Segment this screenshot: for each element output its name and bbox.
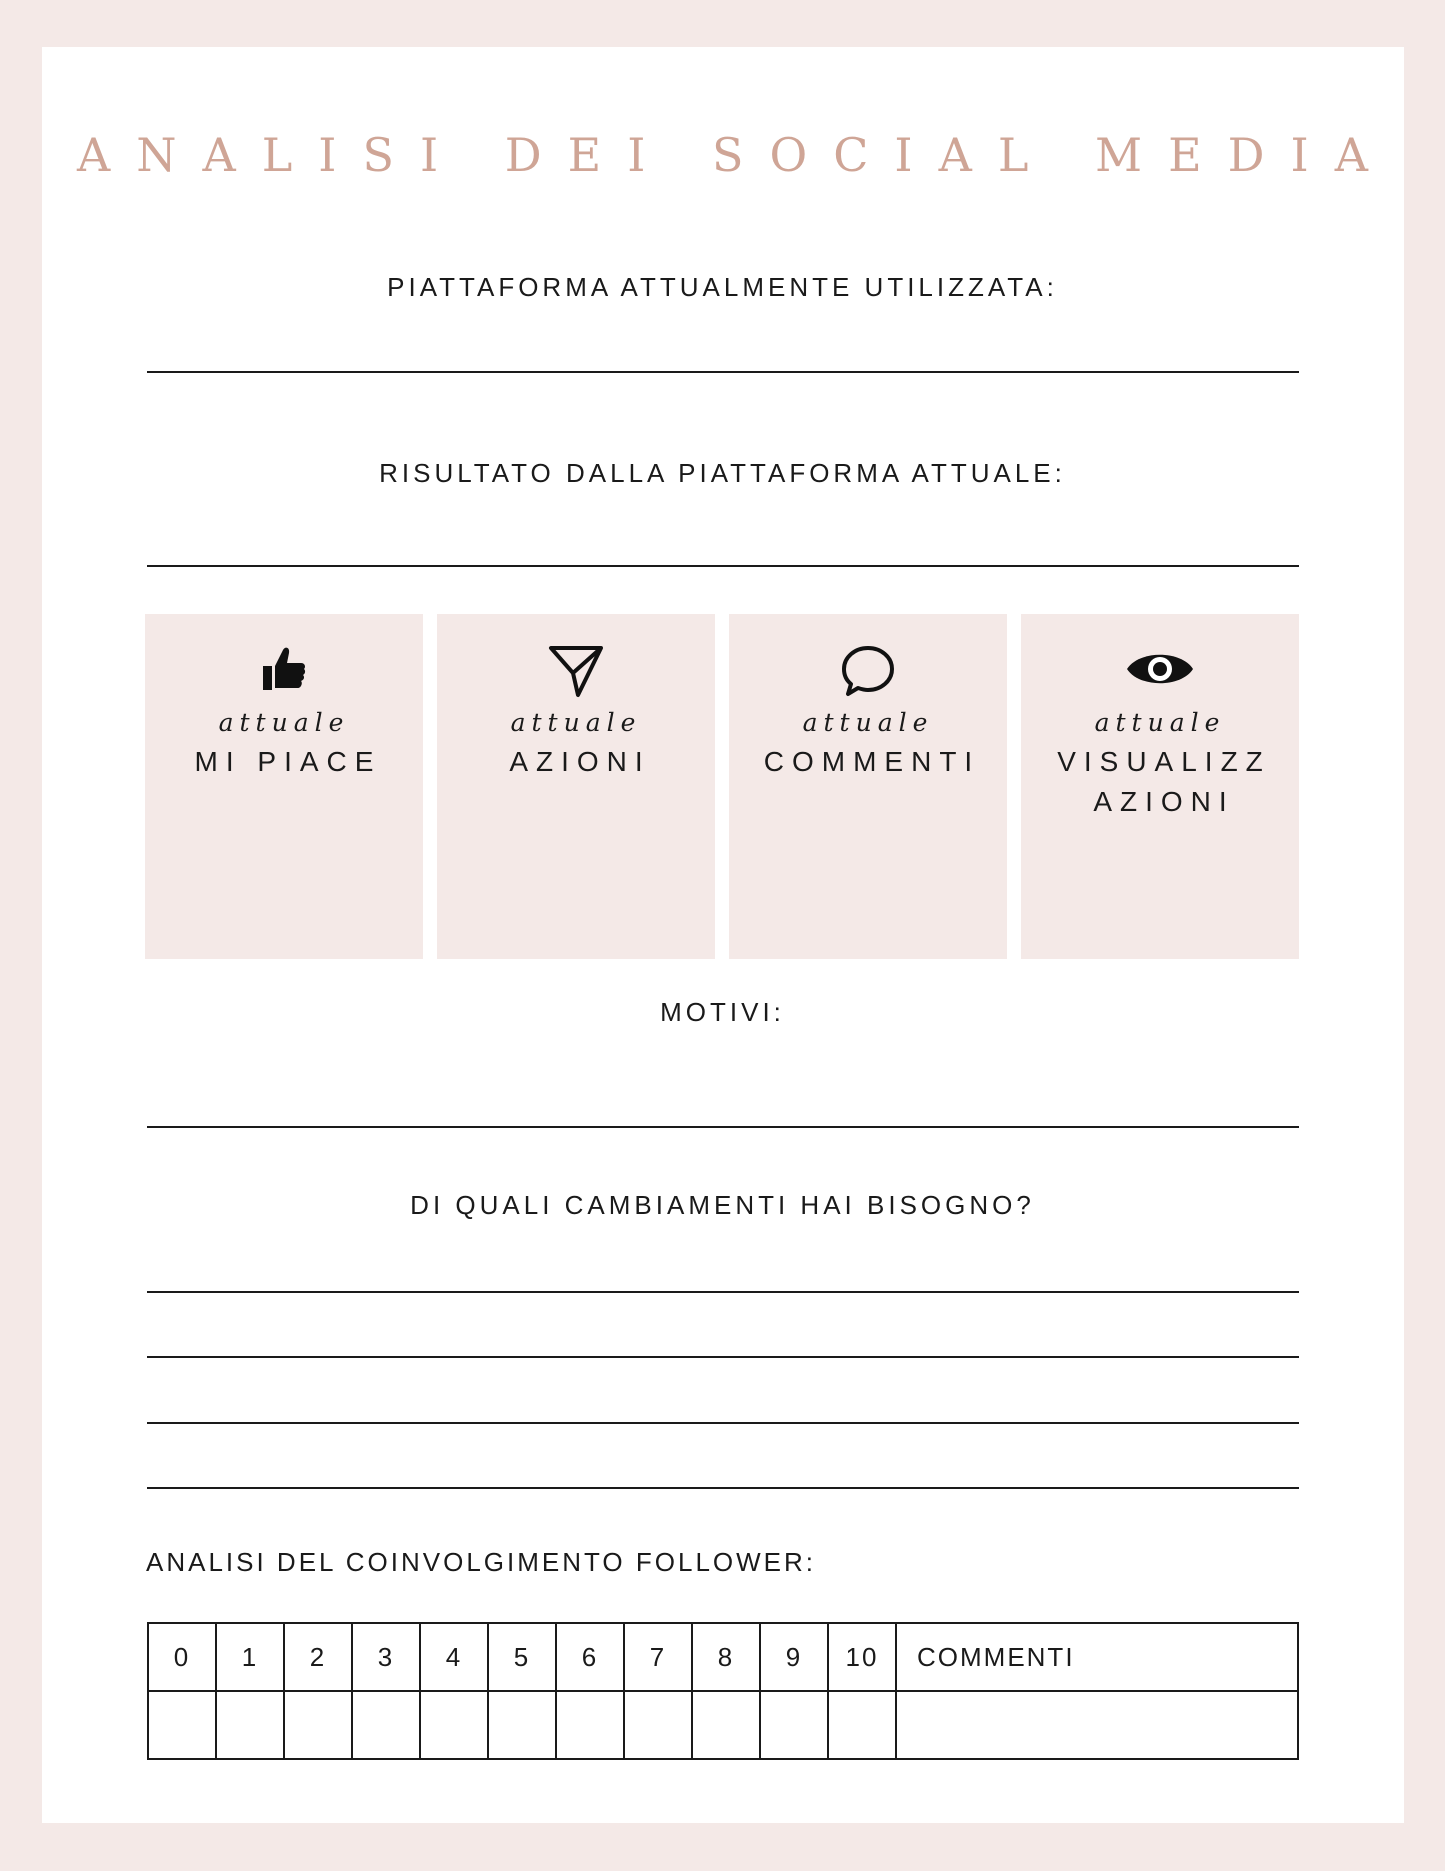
card-likes-metric: MI PIACE — [194, 746, 382, 777]
card-comments[interactable] — [729, 614, 1007, 959]
changes-answer-line-4[interactable] — [147, 1487, 1299, 1489]
scale-cell-0[interactable] — [148, 1691, 216, 1759]
card-likes-sub: attuale — [218, 708, 350, 737]
card-shares-sub: attuale — [510, 708, 642, 737]
scale-1: 1 — [216, 1623, 284, 1691]
send-icon — [437, 644, 715, 704]
scale-cell-6[interactable] — [556, 1691, 624, 1759]
scale-7: 7 — [624, 1623, 692, 1691]
result-answer-line[interactable] — [147, 565, 1299, 567]
changes-answer-line-1[interactable] — [147, 1291, 1299, 1293]
comment-bubble-icon — [729, 644, 1007, 704]
platform-label: PIATTAFORMA ATTUALMENTE UTILIZZATA: — [387, 272, 1058, 302]
engagement-label: ANALISI DEL COINVOLGIMENTO FOLLOWER: — [146, 1547, 817, 1577]
card-shares-metric: AZIONI — [509, 746, 651, 777]
page-title: ANALISI DEI SOCIAL MEDIA — [77, 128, 1394, 182]
card-likes[interactable] — [145, 614, 423, 959]
scale-9: 9 — [760, 1623, 828, 1691]
scale-cell-9[interactable] — [760, 1691, 828, 1759]
scale-5: 5 — [488, 1623, 556, 1691]
scale-cell-10[interactable] — [828, 1691, 896, 1759]
scale-cell-3[interactable] — [352, 1691, 420, 1759]
changes-label: DI QUALI CAMBIAMENTI HAI BISOGNO? — [410, 1190, 1035, 1220]
scale-6: 6 — [556, 1623, 624, 1691]
reasons-answer-line[interactable] — [147, 1126, 1299, 1128]
engagement-scale-table — [147, 1622, 1299, 1760]
scale-3: 3 — [352, 1623, 420, 1691]
scale-answer-row — [148, 1691, 1298, 1759]
comments-cell[interactable] — [896, 1691, 1298, 1759]
scale-10: 10 — [828, 1623, 896, 1691]
scale-header-row — [148, 1623, 1298, 1691]
scale-cell-8[interactable] — [692, 1691, 760, 1759]
changes-answer-line-3[interactable] — [147, 1422, 1299, 1424]
scale-8: 8 — [692, 1623, 760, 1691]
card-shares[interactable] — [437, 614, 715, 959]
scale-4: 4 — [420, 1623, 488, 1691]
eye-icon — [1021, 644, 1299, 704]
scale-2: 2 — [284, 1623, 352, 1691]
thumbs-up-icon — [145, 644, 423, 704]
comments-header: COMMENTI — [896, 1623, 1298, 1691]
scale-cell-7[interactable] — [624, 1691, 692, 1759]
scale-cell-4[interactable] — [420, 1691, 488, 1759]
result-label: RISULTATO DALLA PIATTAFORMA ATTUALE: — [379, 458, 1066, 488]
card-views[interactable] — [1021, 614, 1299, 959]
card-comments-sub: attuale — [802, 708, 934, 737]
scale-0: 0 — [148, 1623, 216, 1691]
card-views-metric: VISUALIZZ AZIONI — [1057, 746, 1271, 817]
card-comments-metric: COMMENTI — [763, 746, 981, 777]
changes-answer-line-2[interactable] — [147, 1356, 1299, 1358]
reasons-label: MOTIVI: — [660, 997, 785, 1027]
card-views-sub: attuale — [1094, 708, 1226, 737]
platform-answer-line[interactable] — [147, 371, 1299, 373]
scale-cell-5[interactable] — [488, 1691, 556, 1759]
scale-cell-2[interactable] — [284, 1691, 352, 1759]
scale-cell-1[interactable] — [216, 1691, 284, 1759]
